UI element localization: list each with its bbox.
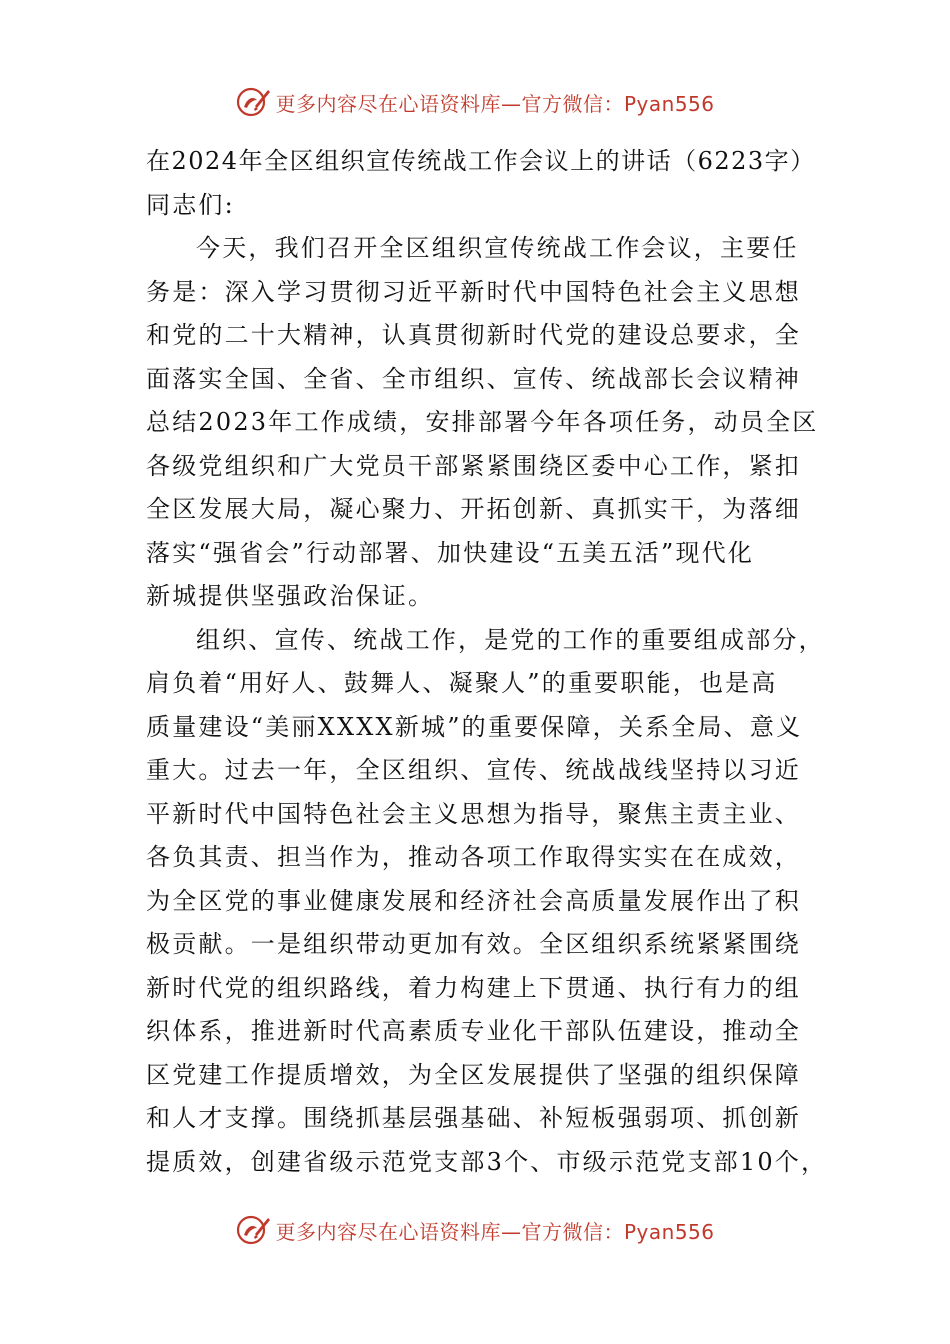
body-line: 平新时代中国特色社会主义思想为指导，聚焦主责主业、 xyxy=(146,799,801,828)
body-line: 区党建工作提质增效，为全区发展提供了坚强的组织保障 xyxy=(146,1060,801,1089)
body-line: 为全区党的事业健康发展和经济社会高质量发展作出了积 xyxy=(146,886,801,915)
body-line: 务是：深入学习贯彻习近平新时代中国特色社会主义思想 xyxy=(146,277,801,306)
body-line: 落实“强省会”行动部署、加快建设“五美五活”现代化 xyxy=(146,538,755,567)
body-line: 极贡献。一是组织带动更加有效。全区组织系统紧紧围绕 xyxy=(146,930,801,958)
footer-watermark xyxy=(0,1210,950,1250)
watermark-label: 官方微信： xyxy=(521,91,624,116)
body-line: 和党的二十大精神，认真贯彻新时代党的建设总要求，全 xyxy=(146,321,801,349)
document-title: 在2024年全区组织宣传统战工作会议上的讲话（6223字） xyxy=(146,147,816,175)
document-body xyxy=(146,140,828,1184)
pen-logo-icon xyxy=(235,84,271,120)
body-line: 总结2023年工作成绩，安排部署今年各项任务，动员全区 xyxy=(146,408,819,436)
body-line: 织体系，推进新时代高素质专业化干部队伍建设，推动全 xyxy=(146,1017,801,1045)
salutation: 同志们: xyxy=(146,190,235,219)
body-line: 新时代党的组织路线，着力构建上下贯通、执行有力的组 xyxy=(146,973,801,1002)
body-line: 面落实全国、全省、全市组织、宣传、统战部长会议精神 xyxy=(146,364,801,393)
body-line: 提质效，创建省级示范党支部3个、市级示范党支部10个， xyxy=(146,1147,828,1176)
watermark-site: 更多内容尽在心语资料库 xyxy=(275,1219,501,1244)
watermark-text xyxy=(275,1216,714,1245)
body-line: 重大。过去一年，全区组织、宣传、统战战线坚持以习近 xyxy=(146,756,801,784)
watermark-label: 官方微信： xyxy=(521,1219,624,1244)
watermark-wechat-id: Pyan556 xyxy=(623,1219,715,1244)
watermark-separator: — xyxy=(500,91,522,116)
body-line: 和人才支撑。围绕抓基层强基础、补短板强弱项、抓创新 xyxy=(146,1104,801,1132)
body-line: 肩负着“用好人、鼓舞人、凝聚人”的重要职能，也是高 xyxy=(146,669,778,697)
body-line: 各负其责、担当作为，推动各项工作取得实实在在成效， xyxy=(146,843,801,871)
body-line: 今天，我们召开全区组织宣传统战工作会议，主要任 xyxy=(196,234,799,262)
body-line: 质量建设“美丽XXXX新城”的重要保障，关系全局、意义 xyxy=(146,712,803,741)
body-text xyxy=(146,227,828,1184)
watermark-text xyxy=(275,88,714,117)
watermark-site: 更多内容尽在心语资料库 xyxy=(275,91,501,116)
header-watermark xyxy=(0,82,950,122)
body-line: 各级党组织和广大党员干部紧紧围绕区委中心工作，紧扣 xyxy=(146,451,801,480)
body-line: 新城提供坚强政治保证。 xyxy=(146,582,435,610)
watermark-wechat-id: Pyan556 xyxy=(623,91,715,116)
body-line: 全区发展大局，凝心聚力、开拓创新、真抓实干，为落细 xyxy=(146,495,801,523)
watermark-separator: — xyxy=(500,1219,522,1244)
pen-logo-icon xyxy=(235,1212,271,1248)
body-line: 组织、宣传、统战工作，是党的工作的重要组成部分， xyxy=(196,625,825,654)
